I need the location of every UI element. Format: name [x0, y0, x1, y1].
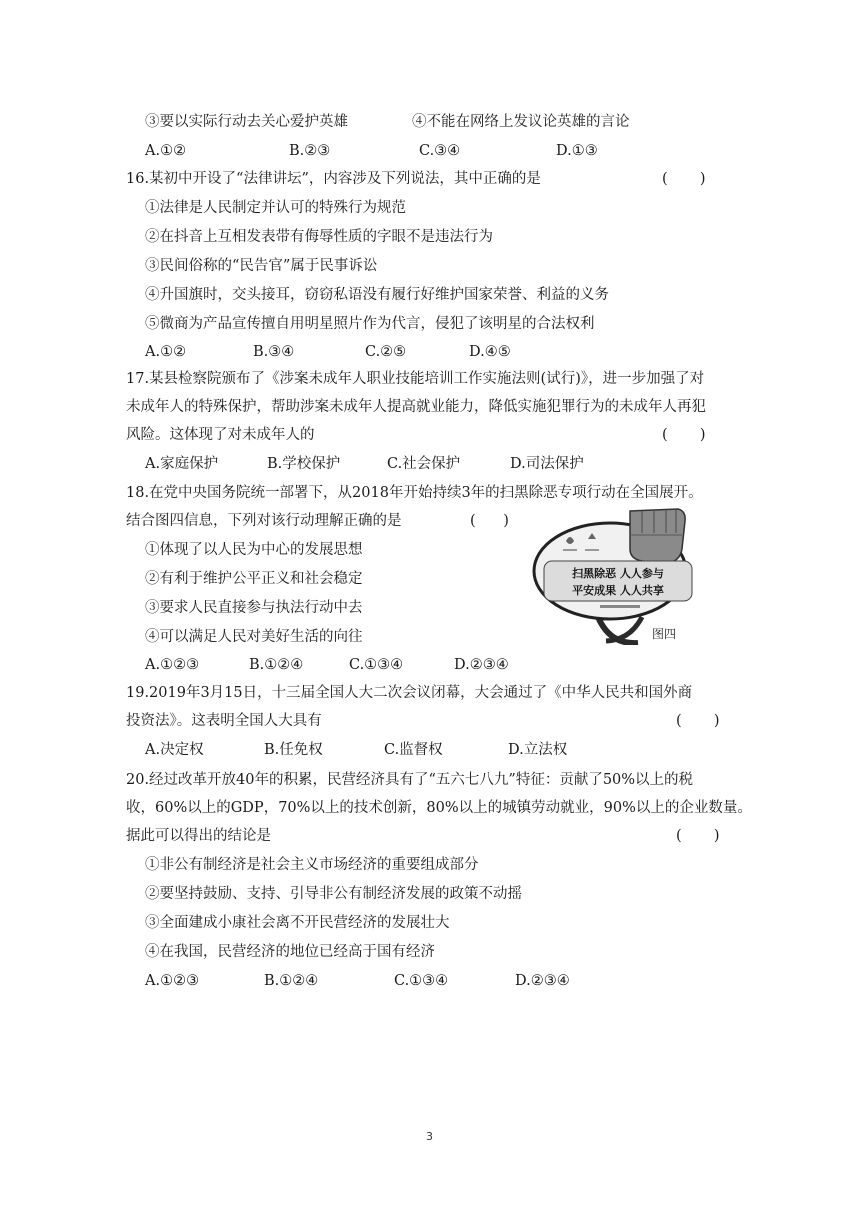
- q18-answer-blank: ( ): [470, 513, 509, 529]
- q16-item-4: ④升国旗时，交头接耳，窃窃私语没有履行好维护国家荣誉、利益的义务: [145, 287, 609, 303]
- placard-footer-mark: [600, 605, 640, 608]
- q15-option-a: A.①②: [145, 143, 187, 159]
- q19-stem-line-2: 投资法》。这表明全国人大具有: [126, 713, 322, 729]
- placard-slogan-1: 扫黑除恶 人人参与: [572, 567, 664, 580]
- q17-stem-line-2: 未成年人的特殊保护，帮助涉案未成年人提高就业能力，降低实施犯罪行为的未成年人再犯: [126, 399, 706, 415]
- placard-slogan-2: 平安成果 人人共享: [572, 584, 664, 597]
- q20-answer-blank: ( ): [676, 828, 720, 844]
- q18-item-1: ①体现了以人民为中心的发展思想: [145, 542, 363, 558]
- q17-answer-blank: ( ): [662, 427, 706, 443]
- q16-item-1: ①法律是人民制定并认可的特殊行为规范: [145, 200, 406, 216]
- q20-option-d: D.②③④: [515, 973, 570, 989]
- fist-icon: [630, 509, 685, 563]
- placard-illustration: [530, 505, 705, 645]
- q20-option-a: A.①②③: [145, 973, 200, 989]
- q16-item-3: ③民间俗称的“民告官”属于民事诉讼: [145, 258, 378, 274]
- q19-option-b: B.任免权: [264, 742, 323, 758]
- q15-item-4: ④不能在网络上发议论英雄的言论: [412, 114, 630, 130]
- q18-option-d: D.②③④: [454, 657, 509, 673]
- q20-item-1: ①非公有制经济是社会主义市场经济的重要组成部分: [145, 857, 479, 873]
- q15-option-b: B.②③: [289, 143, 331, 159]
- q19-answer-blank: ( ): [676, 713, 720, 729]
- q15-option-c: C.③④: [419, 143, 461, 159]
- q17-option-c: C.社会保护: [387, 456, 461, 472]
- figure-4-caption: 图四: [652, 627, 677, 641]
- q17-option-a: A.家庭保护: [145, 456, 219, 472]
- q20-stem-line-3: 据此可以得出的结论是: [126, 828, 271, 844]
- q15-option-d: D.①③: [556, 143, 598, 159]
- q18-option-c: C.①③④: [349, 657, 404, 673]
- page-number: 3: [426, 1130, 433, 1143]
- q20-stem-line-1: 20.经过改革开放40年的积累，民营经济具有了“五六七八九”特征：贡献了50%以上的税: [126, 772, 694, 788]
- q17-stem-line-3: 风险。这体现了对未成年人的: [126, 427, 315, 443]
- q19-option-d: D.立法权: [508, 742, 568, 758]
- q20-stem-line-2: 收，60%以上的GDP，70%以上的技术创新，80%以上的城镇劳动就业，90%以上的企业数量。: [126, 800, 752, 816]
- q16-item-2: ②在抖音上互相发表带有侮辱性质的字眼不是违法行为: [145, 229, 493, 245]
- q18-item-4: ④可以满足人民对美好生活的向往: [145, 629, 363, 645]
- q16-option-d: D.④⑤: [469, 344, 511, 360]
- q17-option-d: D.司法保护: [510, 456, 584, 472]
- q16-option-a: A.①②: [145, 344, 187, 360]
- q20-item-2: ②要坚持鼓励、支持、引导非公有制经济发展的政策不动摇: [145, 886, 522, 902]
- q15-item-3: ③要以实际行动去关心爱护英雄: [145, 114, 348, 130]
- q18-item-2: ②有利于维护公平正义和社会稳定: [145, 571, 363, 587]
- figure-4-placard: [530, 505, 705, 645]
- q18-option-b: B.①②④: [249, 657, 304, 673]
- q20-item-4: ④在我国，民营经济的地位已经高于国有经济: [145, 944, 435, 960]
- q18-option-a: A.①②③: [145, 657, 200, 673]
- q17-option-b: B.学校保护: [267, 456, 341, 472]
- q20-option-b: B.①②④: [264, 973, 319, 989]
- q17-stem-line-1: 17.某县检察院颁布了《涉案未成年人职业技能培训工作实施法则(试行)》，进一步加强了对: [126, 371, 705, 387]
- q16-option-c: C.②⑤: [365, 344, 407, 360]
- q16-stem: 16.某初中开设了“法律讲坛”，内容涉及下列说法，其中正确的是: [126, 171, 541, 187]
- q16-answer-blank: ( ): [662, 171, 706, 187]
- q19-option-c: C.监督权: [384, 742, 443, 758]
- q18-stem-line-2: 结合图四信息，下列对该行动理解正确的是: [126, 513, 402, 529]
- q16-option-b: B.③④: [253, 344, 295, 360]
- q20-item-3: ③全面建成小康社会离不开民营经济的发展壮大: [145, 915, 450, 931]
- q16-item-5: ⑤微商为产品宣传擅自用明星照片作为代言，侵犯了该明星的合法权利: [145, 316, 595, 332]
- q18-item-3: ③要求人民直接参与执法行动中去: [145, 600, 363, 616]
- q18-stem-line-1: 18.在党中央国务院统一部署下，从2018年开始持续3年的扫黑除恶专项行动在全国展开。: [126, 485, 703, 501]
- q19-option-a: A.决定权: [145, 742, 204, 758]
- q20-option-c: C.①③④: [394, 973, 449, 989]
- q19-stem-line-1: 19.2019年3月15日，十三届全国人大二次会议闭幕，大会通过了《中华人民共和国外商: [126, 685, 693, 701]
